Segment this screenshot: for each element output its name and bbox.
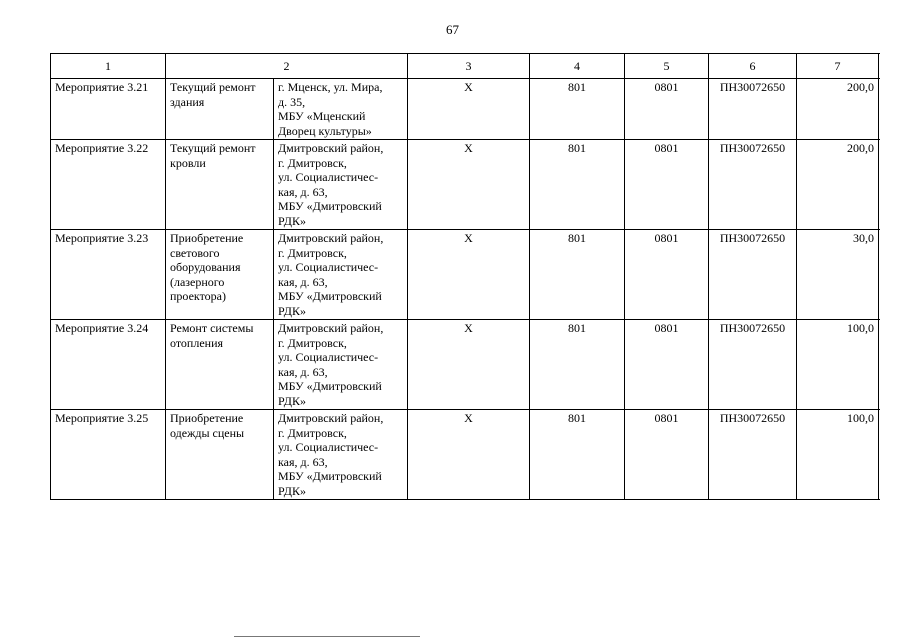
address-cell [274, 140, 408, 230]
header-col-1: 1 [51, 54, 166, 79]
amount-cell: 200,0 [797, 79, 879, 140]
name-line: отопления [170, 335, 224, 350]
address-line: МБУ «Дмитровский [278, 199, 382, 213]
address-line: г. Дмитровск, [278, 245, 347, 260]
address-line: МБУ «Мценский [278, 109, 366, 123]
table-row [51, 410, 879, 500]
col4-cell: 801 [530, 410, 625, 500]
name-line: Текущий ремонт [170, 141, 256, 155]
header-row [51, 54, 879, 79]
col4-cell: 801 [530, 230, 625, 320]
address-line: г. Дмитровск, [278, 335, 347, 350]
col3-cell: Х [408, 410, 530, 500]
col3-cell: Х [408, 140, 530, 230]
address-cell [274, 230, 408, 320]
address-line: МБУ «Дмитровский [278, 289, 382, 303]
col6-cell: ПН30072650 [709, 320, 797, 410]
address-line: ул. Социалистичес- [278, 440, 379, 454]
address-line: РДК» [278, 483, 306, 498]
address-line: д. 35, [278, 94, 306, 109]
address-line: кая, д. 63, [278, 274, 328, 289]
name-line: оборудования [170, 260, 241, 274]
address-line: ул. Социалистичес- [278, 350, 379, 364]
address-line: г. Дмитровск, [278, 155, 347, 170]
name-cell [166, 320, 274, 410]
address-cell [274, 79, 408, 140]
bottom-divider [234, 636, 420, 637]
col6-cell: ПН30072650 [709, 140, 797, 230]
col5-cell: 0801 [625, 140, 709, 230]
address-line: г. Дмитровск, [278, 425, 347, 440]
event-cell: Мероприятие 3.25 [51, 410, 166, 500]
address-line: Дмитровский район, [278, 411, 384, 425]
table-row [51, 320, 879, 410]
address-line: ул. Социалистичес- [278, 260, 379, 274]
name-cell [166, 230, 274, 320]
col5-cell: 0801 [625, 410, 709, 500]
col5-cell: 0801 [625, 230, 709, 320]
address-line: кая, д. 63, [278, 364, 328, 379]
address-line: Дмитровский район, [278, 231, 384, 245]
amount-cell: 200,0 [797, 140, 879, 230]
col4-cell: 801 [530, 140, 625, 230]
col6-cell: ПН30072650 [709, 410, 797, 500]
address-line: г. Мценск, ул. Мира, [278, 80, 383, 94]
header-col-3: 3 [408, 54, 530, 79]
name-line: Приобретение [170, 231, 244, 245]
name-line: здания [170, 94, 205, 109]
header-col-5: 5 [625, 54, 709, 79]
address-line: Дмитровский район, [278, 321, 384, 335]
address-line: кая, д. 63, [278, 454, 328, 469]
name-line: проектора) [170, 289, 226, 303]
name-line: одежды сцены [170, 425, 245, 440]
address-line: кая, д. 63, [278, 184, 328, 199]
address-cell [274, 410, 408, 500]
event-cell: Мероприятие 3.22 [51, 140, 166, 230]
col3-cell: Х [408, 320, 530, 410]
name-line: (лазерного [170, 274, 225, 289]
address-line: Дворец культуры» [278, 123, 372, 138]
event-cell: Мероприятие 3.23 [51, 230, 166, 320]
address-cell [274, 320, 408, 410]
address-line: РДК» [278, 393, 306, 408]
name-line: Приобретение [170, 411, 244, 425]
col4-cell: 801 [530, 79, 625, 140]
table-row [51, 230, 879, 320]
col5-cell: 0801 [625, 79, 709, 140]
name-line: Ремонт системы [170, 321, 254, 335]
amount-cell: 100,0 [797, 410, 879, 500]
col4-cell: 801 [530, 320, 625, 410]
table-row [51, 140, 879, 230]
name-line: Текущий ремонт [170, 80, 256, 94]
address-line: МБУ «Дмитровский [278, 379, 382, 393]
header-col-6: 6 [709, 54, 797, 79]
amount-cell: 100,0 [797, 320, 879, 410]
address-line: Дмитровский район, [278, 141, 384, 155]
col6-cell: ПН30072650 [709, 230, 797, 320]
header-col-2: 2 [166, 54, 408, 79]
name-line: светового [170, 245, 220, 260]
name-cell [166, 140, 274, 230]
address-line: РДК» [278, 213, 306, 228]
header-col-7: 7 [797, 54, 879, 79]
event-cell: Мероприятие 3.24 [51, 320, 166, 410]
header-col-4: 4 [530, 54, 625, 79]
col3-cell: Х [408, 230, 530, 320]
address-line: МБУ «Дмитровский [278, 469, 382, 483]
event-cell: Мероприятие 3.21 [51, 79, 166, 140]
address-line: РДК» [278, 303, 306, 318]
name-cell [166, 410, 274, 500]
col6-cell: ПН30072650 [709, 79, 797, 140]
name-cell [166, 79, 274, 140]
page-number: 67 [446, 22, 459, 37]
amount-cell: 30,0 [797, 230, 879, 320]
budget-table [50, 53, 879, 500]
name-line: кровли [170, 155, 206, 170]
col5-cell: 0801 [625, 320, 709, 410]
address-line: ул. Социалистичес- [278, 170, 379, 184]
table-row [51, 79, 879, 140]
col3-cell: Х [408, 79, 530, 140]
